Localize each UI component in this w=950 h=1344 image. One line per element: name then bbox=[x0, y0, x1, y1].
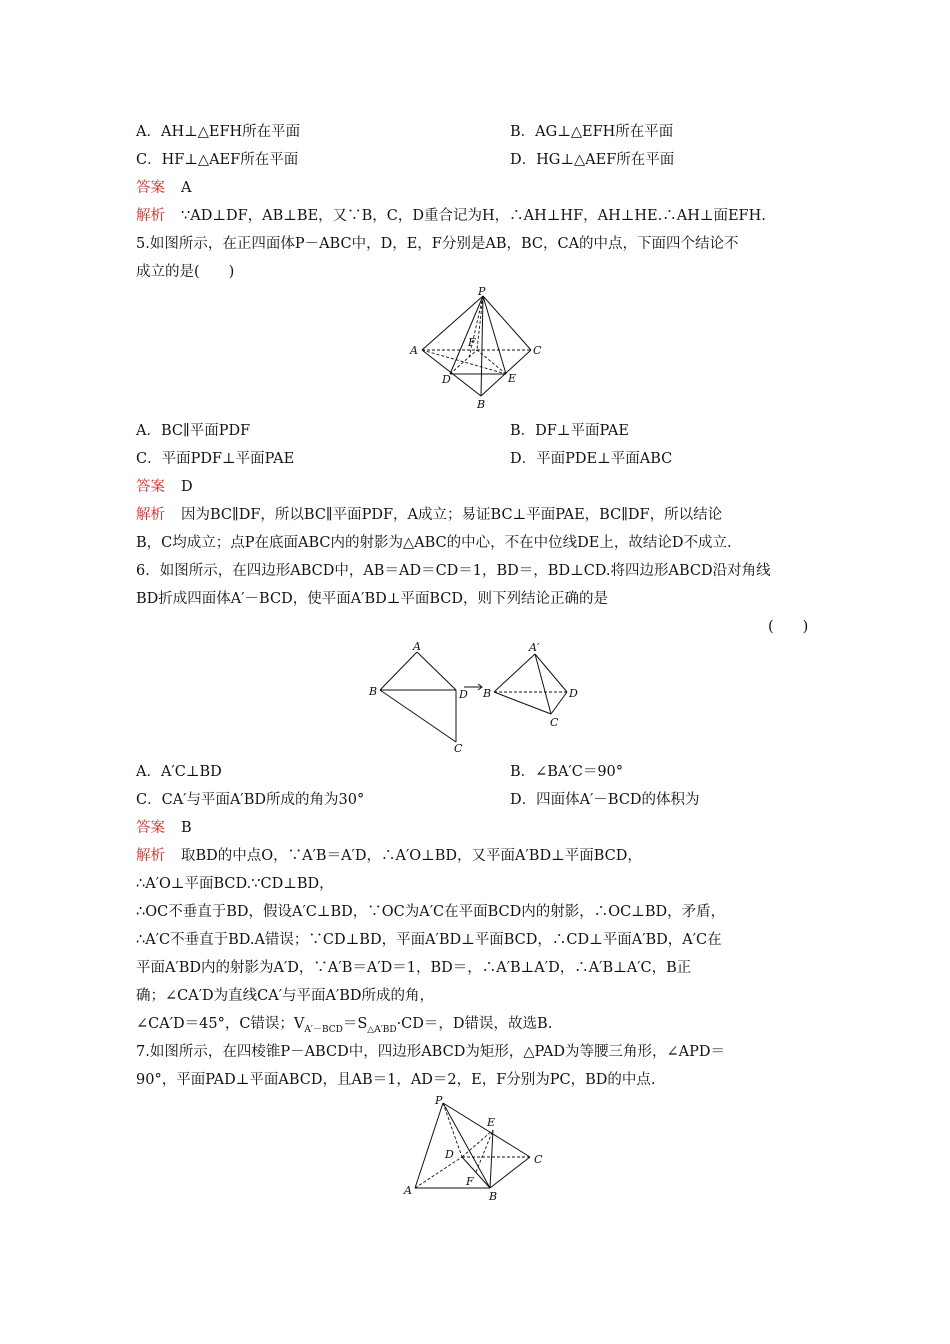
label-f: F bbox=[466, 1175, 474, 1188]
analysis-text: 取BD的中点O，∵A′B＝A′D，∴A′O⊥BD，又平面A′BD⊥平面BCD， bbox=[181, 848, 642, 864]
q6-analysis-line3: ∴OC不垂直于BD，假设A′C⊥BD，∵OC为A′C在平面BCD内的射影，∴OC⊥BD，矛盾， bbox=[136, 904, 726, 920]
label-p: P bbox=[478, 286, 486, 298]
label-a: A bbox=[410, 344, 418, 357]
q5-option-b: B．DF⊥平面PAE bbox=[510, 423, 629, 439]
q6-stem-line2: BD折成四面体A′－BCD，使平面A′BD⊥平面BCD，则下列结论正确的是 bbox=[136, 591, 609, 607]
q4-option-b: B．AG⊥△EFH所在平面 bbox=[510, 124, 674, 140]
q6-analysis-line1 bbox=[136, 843, 816, 869]
q6-option-b: B．∠BA′C＝90° bbox=[510, 764, 624, 780]
label-c: C bbox=[533, 344, 542, 357]
q5-tetrahedron-figure bbox=[405, 286, 550, 411]
q6-answer-bracket: ( ) bbox=[768, 619, 809, 635]
q6-analysis-line7 bbox=[136, 1011, 816, 1037]
answer-label: 答案 bbox=[136, 180, 165, 196]
analysis-label: 解析 bbox=[136, 848, 165, 864]
label-c: C bbox=[534, 1153, 543, 1166]
label-a: A bbox=[404, 1184, 412, 1197]
q5-analysis-line1 bbox=[136, 502, 816, 528]
q5-stem-line1: 5.如图所示，在正四面体P－ABC中，D，E，F分别是AB，BC，CA的中点，下面四个结论不 bbox=[136, 236, 739, 252]
q6-analysis-line6: 确；∠CA′D为直线CA′与平面A′BD所成的角， bbox=[136, 988, 435, 1004]
analysis-text: ∵AD⊥DF，AB⊥BE，又∵B，C，D重合记为H，∴AH⊥HF，AH⊥HE.∴AH⊥面EFH. bbox=[181, 208, 766, 224]
label-b: B bbox=[489, 1190, 498, 1203]
answer-value: D bbox=[181, 479, 193, 495]
area-subscript: △A′BD bbox=[367, 1024, 397, 1035]
q4-option-d: D．HG⊥△AEF所在平面 bbox=[510, 152, 675, 168]
q4-option-c: C．HF⊥△AEF所在平面 bbox=[136, 152, 299, 168]
answer-label: 答案 bbox=[136, 820, 165, 836]
label-b2: B bbox=[483, 687, 492, 700]
q6-answer bbox=[136, 815, 816, 841]
formula-end: ·CD＝，D错误，故选B. bbox=[396, 1016, 553, 1032]
q5-answer bbox=[136, 474, 816, 500]
q6-option-d: D．四面体A′－BCD的体积为 bbox=[510, 792, 700, 808]
answer-value: A bbox=[181, 180, 192, 196]
label-c2: C bbox=[550, 716, 559, 729]
label-f: F bbox=[468, 336, 476, 349]
label-d2: D bbox=[569, 687, 578, 700]
label-e: E bbox=[508, 372, 517, 385]
q6-folding-figure bbox=[368, 638, 588, 758]
analysis-label: 解析 bbox=[136, 507, 165, 523]
area-formula: ＝S bbox=[342, 1016, 368, 1032]
label-p: P bbox=[435, 1094, 443, 1107]
q5-option-d: D．平面PDE⊥平面ABC bbox=[510, 451, 673, 467]
label-b: B bbox=[477, 398, 486, 411]
label-d: D bbox=[445, 1148, 454, 1161]
q6-option-c: C．CA′与平面A′BD所成的角为30° bbox=[136, 792, 365, 808]
answer-label: 答案 bbox=[136, 479, 165, 495]
q6-analysis-line5: 平面A′BD内的射影为A′D，∵A′B＝A′D＝1，BD＝，∴A′B⊥A′D，∴A′B⊥A′C，B正 bbox=[136, 960, 692, 976]
answer-value: B bbox=[181, 820, 192, 836]
q7-pyramid-figure bbox=[402, 1093, 552, 1203]
q6-analysis-line4: ∴A′C不垂直于BD.A错误；∵CD⊥BD，平面A′BD⊥平面BCD，∴CD⊥平面A′BD，A′C在 bbox=[136, 932, 722, 948]
analysis-text: 因为BC∥DF，所以BC∥平面PDF，A成立；易证BC⊥平面PAE，BC∥DF，所以结论 bbox=[181, 507, 723, 523]
label-d: D bbox=[459, 688, 468, 701]
q6-stem-line1: 6．如图所示，在四边形ABCD中，AB＝AD＝CD＝1，BD＝，BD⊥CD.将四边形ABCD沿对角线 bbox=[136, 563, 771, 579]
volume-subscript: A′－BCD bbox=[304, 1024, 343, 1035]
q7-stem-line2: 90°，平面PAD⊥平面ABCD，且AB＝1，AD＝2，E，F分别为PC，BD的中点. bbox=[136, 1072, 656, 1088]
label-a: A bbox=[413, 640, 421, 653]
q6-option-a: A．A′C⊥BD bbox=[136, 764, 222, 780]
q4-answer bbox=[136, 175, 816, 201]
q5-option-a: A．BC∥平面PDF bbox=[136, 423, 251, 439]
label-d: D bbox=[442, 373, 451, 386]
label-a-prime: A′ bbox=[529, 641, 540, 654]
label-e: E bbox=[487, 1116, 496, 1129]
q4-option-a: A．AH⊥△EFH所在平面 bbox=[136, 124, 301, 140]
q5-analysis-line2: B，C均成立；点P在底面ABC内的射影为△ABC的中心，不在中位线DE上，故结论D不成立. bbox=[136, 535, 732, 551]
q5-option-c: C．平面PDF⊥平面PAE bbox=[136, 451, 295, 467]
analysis-label: 解析 bbox=[136, 208, 165, 224]
q4-analysis bbox=[136, 203, 816, 229]
label-b: B bbox=[369, 685, 378, 698]
q5-stem-line2: 成立的是( ) bbox=[136, 264, 235, 280]
label-c: C bbox=[454, 742, 463, 755]
q6-analysis-line2: ∴A′O⊥平面BCD.∵CD⊥BD， bbox=[136, 876, 334, 892]
q7-stem-line1: 7.如图所示，在四棱锥P－ABCD中，四边形ABCD为矩形，△PAD为等腰三角形，∠APD＝ bbox=[136, 1044, 725, 1060]
volume-formula-start: ∠CA′D＝45°，C错误；V bbox=[136, 1016, 305, 1032]
